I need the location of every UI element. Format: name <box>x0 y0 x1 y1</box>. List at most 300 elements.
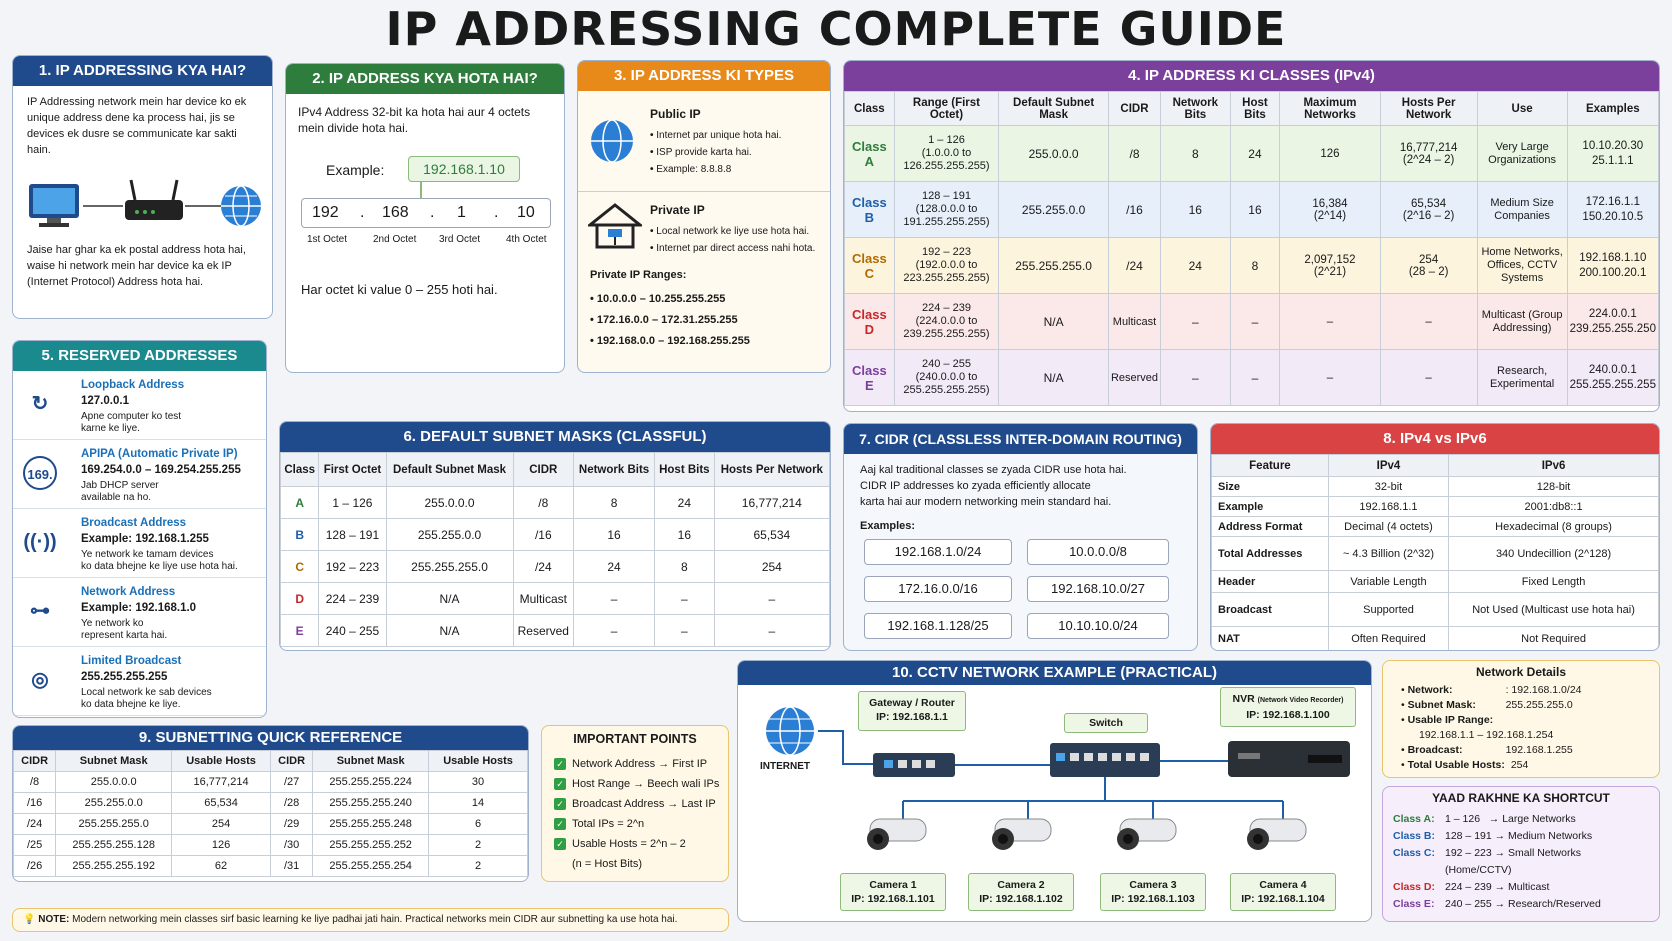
camera-icon <box>992 819 1051 850</box>
table-cell: Address Format <box>1212 517 1329 537</box>
internet-link <box>818 731 873 764</box>
table-cell: ~ 4.3 Billion (2^32) <box>1328 537 1448 571</box>
table-cell: 254 <box>172 814 271 835</box>
broadcast-antenna-icon: ((·)) <box>23 531 57 553</box>
public-ip-title: Public IP <box>650 107 701 121</box>
camera-ip: IP: 192.168.1.101 <box>851 893 935 905</box>
table-cell: Multicast <box>513 583 574 615</box>
shortcut-value: (Home/CCTV) <box>1445 864 1512 876</box>
nvr-title: NVR <box>1232 693 1255 705</box>
switch-label: Switch <box>1064 713 1148 733</box>
camera-label <box>968 873 1074 911</box>
table-cell: – <box>655 615 715 647</box>
cidr-example: 192.168.1.128/25 <box>864 613 1012 639</box>
column-header: Hosts Per Network <box>714 453 829 487</box>
postal-analogy-text: Jaise har ghar ka ek postal address hota hai, waise hi network mein har device ka ek IP (Internet Protocol) Address hota hai. <box>27 244 246 288</box>
shortcut-list <box>1393 811 1601 913</box>
table-cell: /8 <box>14 772 56 793</box>
table-row <box>281 583 830 615</box>
table-row <box>845 182 1659 238</box>
shortcut-value: 224 – 239 → Multicast <box>1445 881 1550 893</box>
table-row <box>845 238 1659 294</box>
cell-mask: 255.255.0.0 <box>999 182 1109 238</box>
table-cell: 2 <box>429 856 528 877</box>
value: – <box>1326 315 1334 328</box>
table-cell: B <box>281 519 319 551</box>
classes-table <box>844 91 1659 406</box>
table-cell: 254 <box>714 551 829 583</box>
example: 25.1.1.1 <box>1592 154 1634 167</box>
class-name: Class A <box>845 126 895 182</box>
computer-router-globe-icon <box>27 176 263 236</box>
private-ranges-list <box>590 289 750 352</box>
value: 254 <box>1419 253 1439 266</box>
reserved-value: 127.0.0.1 <box>81 395 129 407</box>
table-row <box>1212 593 1659 627</box>
table-cell: 128-bit <box>1449 477 1659 497</box>
class-range <box>894 350 999 406</box>
list-item: • Internet par direct access nahi hota. <box>650 240 815 257</box>
class-name: Class C <box>845 238 895 294</box>
table-cell: /31 <box>270 856 312 877</box>
table-row <box>1212 497 1659 517</box>
column-header: CIDR <box>270 751 312 772</box>
reserved-desc: represent karta hai. <box>81 630 168 641</box>
shortcut-value: 1 – 126 → Large Networks <box>1445 813 1576 825</box>
shortcut-row <box>1393 879 1601 896</box>
camera-name: Camera 4 <box>1259 879 1307 891</box>
shortcut-row <box>1393 862 1601 879</box>
section-heading: IMPORTANT POINTS <box>573 732 697 746</box>
octet-value: 192 <box>312 204 339 221</box>
cell-cidr: /16 <box>1108 182 1160 238</box>
max-networks <box>1280 350 1380 406</box>
apipa-icon: 169. <box>23 456 57 490</box>
private-ranges-title: Private IP Ranges: <box>590 269 687 281</box>
table-cell: 255.255.255.0 <box>56 814 172 835</box>
table-row <box>14 814 528 835</box>
column-header: Use <box>1477 92 1567 126</box>
column-header: Host Bits <box>1230 92 1280 126</box>
table-cell: 224 – 239 <box>319 583 386 615</box>
column-header: Feature <box>1212 455 1329 477</box>
reserved-desc: Ye network ke tamam devices <box>81 549 214 560</box>
reserved-value: 169.254.0.0 – 169.254.255.255 <box>81 464 241 476</box>
private-ip-title: Private IP <box>650 203 705 217</box>
table-row <box>14 772 528 793</box>
table-cell: 255.255.255.240 <box>313 793 429 814</box>
class-use: Research, Experimental <box>1477 350 1567 406</box>
shortcut-class: Class B: <box>1393 830 1436 842</box>
octet-value: 1 <box>457 204 466 221</box>
gateway-label <box>858 691 966 731</box>
section-heading: 9. SUBNETTING QUICK REFERENCE <box>13 726 528 750</box>
detail-row: • Total Usable Hosts: 254 <box>1401 759 1529 771</box>
example: 10.10.20.30 <box>1582 139 1644 152</box>
table-cell: 255.255.255.252 <box>313 835 429 856</box>
note-label: NOTE: <box>38 914 70 925</box>
section-ip-addressing <box>12 55 273 319</box>
formula: (2^14) <box>1313 209 1347 222</box>
table-cell: /24 <box>14 814 56 835</box>
table-row <box>1212 571 1659 593</box>
example: 224.0.0.1 <box>1588 307 1637 320</box>
column-header: Class <box>281 453 319 487</box>
column-header: Maximum Networks <box>1280 92 1380 126</box>
table-cell: 1 – 126 <box>319 487 386 519</box>
reserved-value: Example: 192.168.1.255 <box>81 533 209 545</box>
range-line: 191.255.255.255) <box>903 216 990 228</box>
list-item: • 10.0.0.0 – 10.255.255.255 <box>590 289 750 310</box>
detail-row: • Broadcast: 192.168.1.255 <box>1401 744 1573 756</box>
range-line: 239.255.255.255) <box>903 328 990 340</box>
reserved-item <box>13 440 266 509</box>
cidr-example: 172.16.0.0/16 <box>864 576 1012 602</box>
section-shortcut <box>1382 786 1660 922</box>
footer-note <box>12 908 729 932</box>
section-heading: 1. IP ADDRESSING KYA HAI? <box>13 56 272 86</box>
table-cell: 340 Undecillion (2^128) <box>1449 537 1659 571</box>
table-row <box>281 551 830 583</box>
range-line: 240 – 255 <box>922 358 971 370</box>
table-cell: 65,534 <box>714 519 829 551</box>
reserved-title: Network Address <box>81 586 176 598</box>
class-use: Home Networks, Offices, CCTV Systems <box>1477 238 1567 294</box>
table-cell: /28 <box>270 793 312 814</box>
cell-nb: – <box>1161 350 1231 406</box>
table-cell: E <box>281 615 319 647</box>
cidr-text-1: Aaj kal traditional classes se zyada CIDR use hota hai. <box>860 464 1127 476</box>
octet-value: 10 <box>517 204 535 221</box>
shortcut-value: 240 – 255 → Research/Reserved <box>1445 898 1601 910</box>
class-examples <box>1567 126 1658 182</box>
column-header: Network Bits <box>1161 92 1231 126</box>
camera-icon <box>1117 819 1176 850</box>
reserved-desc: Ye network ko <box>81 618 144 629</box>
column-header: IPv4 <box>1328 455 1448 477</box>
table-cell: Often Required <box>1328 627 1448 651</box>
table-cell: 255.255.255.224 <box>313 772 429 793</box>
octet-box: 192 . 168 . 1 . 10 <box>301 198 551 228</box>
cell-cidr: /24 <box>1108 238 1160 294</box>
section-subnetting-reference <box>12 725 529 882</box>
table-cell: – <box>714 615 829 647</box>
range-line: 128 – 191 <box>922 190 971 202</box>
table-cell: 255.255.255.248 <box>313 814 429 835</box>
value: 65,534 <box>1411 197 1447 210</box>
example: 192.168.1.10 <box>1579 251 1647 264</box>
camera-ip: IP: 192.168.1.104 <box>1241 893 1325 905</box>
shortcut-value: 128 – 191 → Medium Networks <box>1445 830 1593 842</box>
camera-label <box>1230 873 1336 911</box>
cidr-text-2: CIDR IP addresses ko zyada efficiently allocate <box>860 480 1091 492</box>
class-examples <box>1567 238 1658 294</box>
list-item: • Local network ke liye use hota hai. <box>650 223 815 240</box>
table-cell: 32-bit <box>1328 477 1448 497</box>
table-cell: – <box>655 583 715 615</box>
class-use: Medium Size Companies <box>1477 182 1567 238</box>
hosts-per-network <box>1380 182 1477 238</box>
intro-text: IP Addressing network mein har device ko ek unique address dene ka process hai, jis se devices ek dusre se communicate kar sakti hain. <box>27 96 247 156</box>
value: – <box>1326 371 1334 384</box>
class-range <box>894 294 999 350</box>
column-header: Class <box>845 92 895 126</box>
reserved-item <box>13 509 266 578</box>
camera-ip: IP: 192.168.1.103 <box>1111 893 1195 905</box>
shortcut-value: 192 – 223 → Small Networks <box>1445 847 1581 859</box>
table-cell: 14 <box>429 793 528 814</box>
table-cell: 192 – 223 <box>319 551 386 583</box>
cidr-example: 192.168.1.0/24 <box>864 539 1012 565</box>
note-text: Modern networking mein classes sirf basic learning ke liye padhai jati hain. Practical networks mein CIDR aur subnetting ka use hota hai. <box>72 914 678 925</box>
table-row <box>281 487 830 519</box>
gateway-ip: IP: 192.168.1.1 <box>876 711 948 723</box>
cell-hb: 16 <box>1230 182 1280 238</box>
device-diagram <box>27 176 263 236</box>
table-cell: Reserved <box>513 615 574 647</box>
detail-key: Subnet Mask: <box>1407 699 1476 711</box>
cidr-text-3: karta hai aur modern networking mein standard hai. <box>860 496 1112 508</box>
nvr-label <box>1220 687 1356 727</box>
subnet-masks-table <box>280 452 830 647</box>
example: 172.16.1.1 <box>1585 195 1640 208</box>
cidr-example: 10.0.0.0/8 <box>1027 539 1169 565</box>
detail-row: • Usable IP Range: <box>1401 714 1494 726</box>
public-ip-list <box>650 127 781 178</box>
cell-mask: N/A <box>999 350 1109 406</box>
column-header: Subnet Mask <box>56 751 172 772</box>
class-name: Class B <box>845 182 895 238</box>
section-heading: 7. CIDR (CLASSLESS INTER-DOMAIN ROUTING) <box>844 424 1197 454</box>
range-line: (1.0.0.0 to <box>921 147 972 159</box>
reserved-title: Loopback Address <box>81 379 185 391</box>
formula: (2^21) <box>1313 265 1347 278</box>
value: 126 <box>1320 147 1340 160</box>
ipv4-description: IPv4 Address 32-bit ka hota hai aur 4 octets mein divide hota hai. <box>298 105 531 135</box>
shortcut-row <box>1393 896 1601 913</box>
column-header: Range (First Octet) <box>894 92 999 126</box>
table-cell: Broadcast <box>1212 593 1329 627</box>
hosts-per-network <box>1380 126 1477 182</box>
value: 16,384 <box>1312 197 1348 210</box>
table-cell: Header <box>1212 571 1329 593</box>
table-cell: A <box>281 487 319 519</box>
max-networks <box>1280 182 1380 238</box>
table-cell: 255.255.255.192 <box>56 856 172 877</box>
formula: (2^24 – 2) <box>1402 153 1455 166</box>
column-header: Host Bits <box>655 453 715 487</box>
reserved-desc: karne ke liye. <box>81 423 140 434</box>
table-cell: – <box>574 583 655 615</box>
section-heading: YAAD RAKHNE KA SHORTCUT <box>1432 791 1610 805</box>
divider <box>578 191 831 192</box>
table-row <box>1212 537 1659 571</box>
example: 255.255.255.255 <box>1569 378 1656 391</box>
shortcut-row <box>1393 828 1601 845</box>
cidr-example: 192.168.10.0/27 <box>1027 576 1169 602</box>
section-heading: 5. RESERVED ADDRESSES <box>13 341 266 371</box>
table-cell: Variable Length <box>1328 571 1448 593</box>
range-line: (192.0.0.0 to <box>915 259 978 271</box>
detail-key: Total Usable Hosts: <box>1407 759 1505 771</box>
table-cell: 16,777,214 <box>714 487 829 519</box>
table-row <box>14 856 528 877</box>
reserved-list <box>13 371 266 716</box>
nvr-subtitle: (Network Video Recorder) <box>1257 697 1344 704</box>
table-cell: 240 – 255 <box>319 615 386 647</box>
table-row <box>1212 477 1659 497</box>
table-cell: /29 <box>270 814 312 835</box>
table-cell: 255.255.255.254 <box>313 856 429 877</box>
shortcut-class: Class E: <box>1393 898 1435 910</box>
cell-cidr: Reserved <box>1108 350 1160 406</box>
reserved-item <box>13 647 266 716</box>
section-heading: 6. DEFAULT SUBNET MASKS (CLASSFUL) <box>280 422 830 452</box>
section-network-details <box>1382 660 1660 778</box>
table-cell: D <box>281 583 319 615</box>
column-header: CIDR <box>513 453 574 487</box>
example: 200.100.20.1 <box>1579 266 1647 279</box>
table-row <box>14 835 528 856</box>
detail-key: Usable IP Range: <box>1407 714 1494 726</box>
connector-line <box>420 182 422 198</box>
section-cctv-example <box>737 660 1372 922</box>
octet-range-note: Har octet ki value 0 – 255 hoti hai. <box>301 282 498 297</box>
private-ip-list <box>650 223 815 257</box>
octet-label: 2nd Octet <box>373 234 417 245</box>
list-item: ✓ Broadcast Address → Last IP <box>554 794 719 814</box>
table-cell: 255.255.0.0 <box>56 793 172 814</box>
range-line: 126.255.255.255) <box>903 160 990 172</box>
table-cell: C <box>281 551 319 583</box>
table-row <box>845 126 1659 182</box>
range-line: 1 – 126 <box>928 134 965 146</box>
table-row <box>281 519 830 551</box>
table-cell: 16 <box>655 519 715 551</box>
detail-value: 254 <box>1510 759 1529 771</box>
value: – <box>1425 371 1432 384</box>
table-cell: Supported <box>1328 593 1448 627</box>
range-line: (240.0.0.0 to <box>915 371 978 383</box>
detail-value: : 192.168.1.0/24 <box>1505 684 1582 696</box>
reserved-value: Example: 192.168.1.0 <box>81 602 197 614</box>
table-cell: NAT <box>1212 627 1329 651</box>
column-header: Usable Hosts <box>429 751 528 772</box>
column-header: Default Subnet Mask <box>999 92 1109 126</box>
camera-name: Camera 1 <box>869 879 917 891</box>
table-cell: 255.0.0.0 <box>386 487 513 519</box>
table-cell: Not Used (Multicast use hota hai) <box>1449 593 1659 627</box>
octet-label: 3rd Octet <box>439 234 481 245</box>
globe-icon <box>588 117 636 165</box>
table-cell: /8 <box>513 487 574 519</box>
reserved-desc: Apne computer ko test <box>81 411 182 422</box>
table-cell: 2001:db8::1 <box>1449 497 1659 517</box>
cell-cidr: Multicast <box>1108 294 1160 350</box>
table-cell: 24 <box>574 551 655 583</box>
column-header: First Octet <box>319 453 386 487</box>
class-name: Class E <box>845 350 895 406</box>
hosts-per-network <box>1380 350 1477 406</box>
table-cell: 6 <box>429 814 528 835</box>
class-use: Very Large Organizations <box>1477 126 1567 182</box>
cell-nb: – <box>1161 294 1231 350</box>
column-header: Subnet Mask <box>313 751 429 772</box>
column-header: Default Subnet Mask <box>386 453 513 487</box>
section-ip-address <box>285 63 565 373</box>
list-item: • ISP provide karta hai. <box>650 144 781 161</box>
example-ip: 192.168.1.10 <box>408 156 520 182</box>
table-cell: Not Required <box>1449 627 1659 651</box>
reserved-desc: Local network ke sab devices <box>81 687 212 698</box>
table-cell: /27 <box>270 772 312 793</box>
section-ip-classes <box>843 60 1660 412</box>
range-line: (224.0.0.0 to <box>915 315 978 327</box>
range-line: 223.255.255.255) <box>903 272 990 284</box>
points-note: (n = Host Bits) <box>572 858 642 870</box>
range-line: (128.0.0.0 to <box>915 203 978 215</box>
detail-key: Network: <box>1407 684 1453 696</box>
camera-label <box>840 873 946 911</box>
table-cell: 255.0.0.0 <box>56 772 172 793</box>
reserved-title: Limited Broadcast <box>81 655 182 667</box>
table-cell: Size <box>1212 477 1329 497</box>
list-item: • 192.168.0.0 – 192.168.255.255 <box>590 331 750 352</box>
cidr-example: 10.10.10.0/24 <box>1027 613 1169 639</box>
value: – <box>1425 315 1432 328</box>
column-header: Usable Hosts <box>172 751 271 772</box>
table-cell: 2 <box>429 835 528 856</box>
class-use: Multicast (Group Addressing) <box>1477 294 1567 350</box>
class-range <box>894 238 999 294</box>
table-row <box>1212 517 1659 537</box>
internet-label: INTERNET <box>760 761 810 772</box>
example: 239.255.255.250 <box>1569 322 1656 335</box>
column-header: Network Bits <box>574 453 655 487</box>
table-cell: 16 <box>574 519 655 551</box>
table-cell: 8 <box>574 487 655 519</box>
list-item: • Internet par unique hota hai. <box>650 127 781 144</box>
shortcut-class: Class D: <box>1393 881 1436 893</box>
octet-value: 168 <box>382 204 409 221</box>
table-row <box>845 294 1659 350</box>
table-cell: 65,534 <box>172 793 271 814</box>
reserved-value: 255.255.255.255 <box>81 671 168 683</box>
reserved-item <box>13 578 266 647</box>
table-cell: 192.168.1.1 <box>1328 497 1448 517</box>
column-header: CIDR <box>1108 92 1160 126</box>
cell-hb: 24 <box>1230 126 1280 182</box>
octet-label: 4th Octet <box>506 234 547 245</box>
list-item: • 172.16.0.0 – 172.31.255.255 <box>590 310 750 331</box>
shortcut-row <box>1393 845 1601 862</box>
table-cell: 255.255.0.0 <box>386 519 513 551</box>
example-label: Example: <box>326 162 385 178</box>
class-examples <box>1567 182 1658 238</box>
table-cell: 30 <box>429 772 528 793</box>
detail-value: 192.168.1.255 <box>1505 744 1573 756</box>
table-cell: 62 <box>172 856 271 877</box>
page-title: IP ADDRESSING COMPLETE GUIDE <box>385 2 1287 56</box>
reserved-desc: ko data bhejne ke liye use hota hai. <box>81 561 238 572</box>
formula: (28 – 2) <box>1408 265 1449 278</box>
detail-row: • Subnet Mask: 255.255.255.0 <box>1401 699 1573 711</box>
home-network-icon <box>588 203 642 249</box>
cell-mask: N/A <box>999 294 1109 350</box>
class-examples <box>1567 294 1658 350</box>
section-ip-types <box>577 60 831 373</box>
list-item: • Example: 8.8.8.8 <box>650 161 781 178</box>
